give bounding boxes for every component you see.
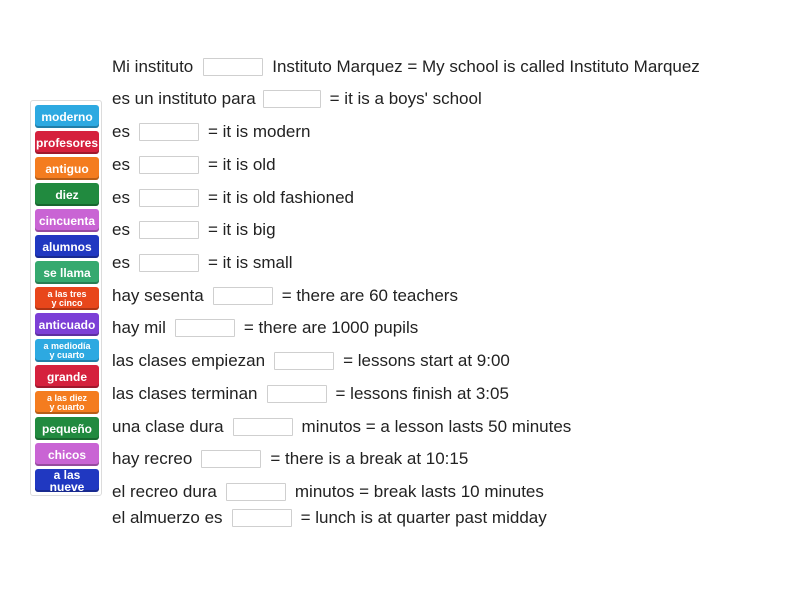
tile-label-line2: y cuarto bbox=[49, 350, 85, 360]
answer-slot[interactable] bbox=[139, 123, 199, 141]
sentence-before: hay mil bbox=[112, 318, 166, 337]
tile-a-las-tres-y-cinco[interactable] bbox=[35, 287, 99, 310]
tile-cincuenta[interactable] bbox=[35, 209, 99, 232]
sentence-row bbox=[112, 253, 293, 273]
sentence-row bbox=[112, 417, 571, 437]
sentence-row bbox=[112, 508, 547, 528]
tile-label-line2: y cuarto bbox=[49, 402, 85, 412]
sentence-before: una clase dura bbox=[112, 417, 224, 436]
tile-label: a las nueve bbox=[49, 467, 85, 494]
sentence-before: es bbox=[112, 122, 130, 141]
tile-pequeno[interactable] bbox=[35, 417, 99, 440]
sentence-row bbox=[112, 220, 276, 240]
sentence-row bbox=[112, 122, 310, 142]
sentence-row bbox=[112, 89, 482, 109]
sentence-before: el almuerzo es bbox=[112, 508, 223, 527]
sentence-after: = there is a break at 10:15 bbox=[270, 449, 469, 468]
tile-grande[interactable] bbox=[35, 365, 99, 388]
sentence-row bbox=[112, 482, 544, 502]
answer-slot[interactable] bbox=[267, 385, 327, 403]
tile-label: pequeño bbox=[42, 421, 92, 436]
answer-slot[interactable] bbox=[213, 287, 273, 305]
sentence-after: = there are 60 teachers bbox=[281, 286, 458, 305]
sentence-after: minutos = break lasts 10 minutes bbox=[294, 482, 544, 501]
sentence-after: = it is a boys' school bbox=[329, 89, 482, 108]
tile-a-mediodia-y-cuarto[interactable] bbox=[35, 339, 99, 362]
sentence-after: = it is big bbox=[207, 220, 276, 239]
sentence-before: hay recreo bbox=[112, 449, 193, 468]
sentence-before: es bbox=[112, 188, 130, 207]
sentence-row bbox=[112, 57, 700, 77]
sentence-after: = it is small bbox=[207, 253, 293, 272]
answer-slot[interactable] bbox=[201, 450, 261, 468]
tile-moderno[interactable] bbox=[35, 105, 99, 128]
tile-label-line2: y cinco bbox=[51, 298, 83, 308]
answer-slot[interactable] bbox=[139, 189, 199, 207]
sentence-before: es bbox=[112, 155, 130, 174]
sentence-row bbox=[112, 449, 468, 469]
sentence-after: = there are 1000 pupils bbox=[243, 318, 419, 337]
answer-slot[interactable] bbox=[233, 418, 293, 436]
tile-chicos[interactable] bbox=[35, 443, 99, 466]
sentence-after: = lessons start at 9:00 bbox=[343, 351, 510, 370]
tile-a-las-nueve[interactable] bbox=[35, 469, 99, 492]
tile-label: antiguo bbox=[45, 161, 89, 176]
tile-label: chicos bbox=[47, 447, 86, 462]
sentence-before: las clases empiezan bbox=[112, 351, 266, 370]
sentence-before: el recreo dura bbox=[112, 482, 217, 501]
sentence-after: = it is modern bbox=[207, 122, 311, 141]
answer-slot[interactable] bbox=[139, 254, 199, 272]
tile-se-llama[interactable] bbox=[35, 261, 99, 284]
sentence-row bbox=[112, 155, 276, 175]
answer-slot[interactable] bbox=[274, 352, 334, 370]
tile-label: alumnos bbox=[42, 239, 92, 254]
sentence-before: Mi instituto bbox=[112, 57, 194, 76]
word-bank bbox=[30, 100, 102, 496]
tile-label: anticuado bbox=[38, 317, 96, 332]
sentence-before: es bbox=[112, 253, 130, 272]
answer-slot[interactable] bbox=[139, 221, 199, 239]
sentence-after: = it is old fashioned bbox=[207, 188, 354, 207]
answer-slot[interactable] bbox=[175, 319, 235, 337]
sentence-after: = it is old bbox=[207, 155, 276, 174]
tile-alumnos[interactable] bbox=[35, 235, 99, 258]
answer-slot[interactable] bbox=[263, 90, 321, 108]
sentence-before: es un instituto para bbox=[112, 89, 256, 108]
answer-slot[interactable] bbox=[139, 156, 199, 174]
tile-label-line1: a las diez bbox=[46, 393, 88, 403]
tile-diez[interactable] bbox=[35, 183, 99, 206]
tile-label: se llama bbox=[43, 265, 91, 280]
tile-anticuado[interactable] bbox=[35, 313, 99, 336]
tile-label: grande bbox=[46, 369, 87, 384]
sentence-row bbox=[112, 286, 458, 306]
tile-label: profesores bbox=[35, 135, 99, 150]
sentence-after: = lessons finish at 3:05 bbox=[335, 384, 509, 403]
tile-label: moderno bbox=[41, 109, 93, 124]
sentence-row bbox=[112, 351, 510, 371]
sentence-before: es bbox=[112, 220, 130, 239]
sentence-row bbox=[112, 188, 354, 208]
tile-label-line1: a mediodía bbox=[43, 341, 91, 351]
sentence-before: hay sesenta bbox=[112, 286, 204, 305]
answer-slot[interactable] bbox=[232, 509, 292, 527]
answer-slot[interactable] bbox=[226, 483, 286, 501]
sentence-row bbox=[112, 384, 509, 404]
tile-profesores[interactable] bbox=[35, 131, 99, 154]
answer-slot[interactable] bbox=[203, 58, 263, 76]
sentence-after: Instituto Marquez = My school is called Instituto Marquez bbox=[272, 57, 700, 76]
tile-label: diez bbox=[55, 187, 79, 202]
tile-antiguo[interactable] bbox=[35, 157, 99, 180]
sentence-after: = lunch is at quarter past midday bbox=[300, 508, 547, 527]
sentence-row bbox=[112, 318, 418, 338]
sentence-before: las clases terminan bbox=[112, 384, 258, 403]
sentence-after: minutos = a lesson lasts 50 minutes bbox=[301, 417, 572, 436]
tile-label: cincuenta bbox=[38, 213, 95, 228]
tile-a-las-diez-y-cuarto[interactable] bbox=[35, 391, 99, 414]
tile-label-line1: a las tres bbox=[47, 289, 87, 299]
